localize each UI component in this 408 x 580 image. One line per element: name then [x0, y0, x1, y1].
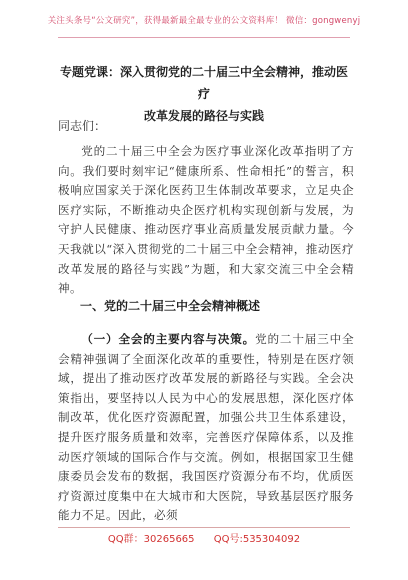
- section-heading-1: 一、党的二十届三中全会精神概述: [80, 299, 261, 313]
- footer-qq-number: QQ号:535304092: [213, 534, 301, 545]
- paragraph-body-text: 党的二十届三中全会精神强调了全面深化改革的重要性，特别是在医疗领域，提出了推动医疗改革发展的新路径与实践。全会决策指出，要坚持以人民为中心的发展思想，深化医疗体制改革，优化医疗资源配置，加强公共卫生体系建设，提升医疗服务质量和效率，完善医疗保障体系，以及推动医疗领域的国际合作与交流。例如，根据国家卫生健康委员会发布的数据，我国医疗资源分布不均，优质医疗资源过度集中在大城市和大医院，导致基层医疗服务能力不足。因此，必须: [58, 332, 354, 523]
- title-line-2: 改革发展的路径与实践: [143, 109, 264, 123]
- page-header: [0, 0, 408, 40]
- title-line-1: 专题党课：深入贯彻党的二十届三中全会精神，推动医疗: [59, 65, 348, 101]
- header-divider: [58, 37, 350, 38]
- paragraph-main-content: [58, 330, 354, 526]
- paragraph-lead-heading: （一）全会的主要内容与决策。: [81, 332, 256, 346]
- header-note: 关注头条号“公文研究”，获得最新最全最专业的公文资料库！ 微信：gongwenyj: [47, 16, 361, 26]
- page-footer: [0, 530, 408, 550]
- footer-qq-group: QQ群：30265665: [107, 534, 195, 545]
- footer-divider: [58, 527, 350, 528]
- paragraph-intro: 党的二十届三中全会为医疗事业深化改革指明了方向。我们要时刻牢记“健康所系、性命相托”的誓言，积极响应国家关于深化医药卫生体制改革要求，立足央企医疗实际，不断推动央企医疗机构实现创新与发展，为守护人民健康、推动医疗事业高质量发展贡献力量。今天我就以“深入贯彻党的二十届三中全会精神，推动医疗改革发展的路径与实践”为题，和大家交流三中全会精神。: [58, 144, 354, 296]
- salutation: 同志们：: [58, 119, 107, 133]
